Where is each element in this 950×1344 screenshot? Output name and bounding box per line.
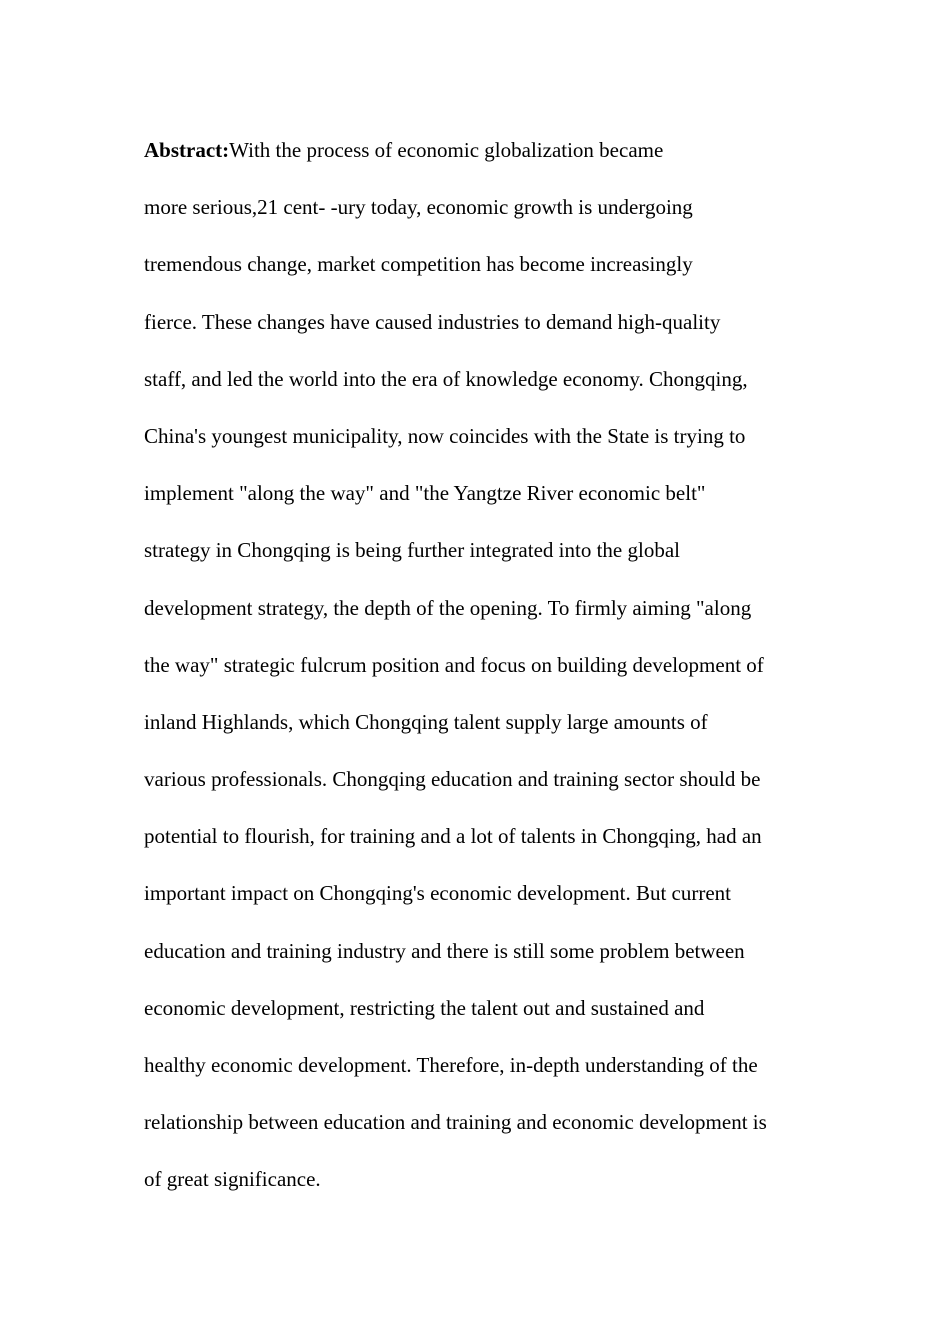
abstract-line-18: relationship between education and training and economic development is xyxy=(144,1110,767,1135)
abstract-line-3: tremendous change, market competition has become increasingly xyxy=(144,252,693,277)
abstract-line-9: development strategy, the depth of the opening. To firmly aiming "along xyxy=(144,595,752,620)
abstract-line-5: staff, and led the world into the era of knowledge economy. Chongqing, xyxy=(144,366,748,391)
abstract-label: Abstract: xyxy=(144,138,230,162)
abstract-line-19: of great significance. xyxy=(144,1167,321,1192)
abstract-line-8: strategy in Chongqing is being further integrated into the global xyxy=(144,538,680,563)
abstract-line-1 xyxy=(144,132,844,189)
abstract-line-7: implement "along the way" and "the Yangtze River economic belt" xyxy=(144,481,706,506)
abstract-line-11: inland Highlands, which Chongqing talent supply large amounts of xyxy=(144,709,708,734)
abstract-line-15: education and training industry and there is still some problem between xyxy=(144,938,745,963)
abstract-line-4: fierce. These changes have caused industries to demand high-quality xyxy=(144,309,721,334)
abstract-line-2: more serious,21 cent- -ury today, economic growth is undergoing xyxy=(144,195,693,220)
abstract-line-13: potential to flourish, for training and a lot of talents in Chongqing, had an xyxy=(144,824,762,849)
abstract-line-16: economic development, restricting the talent out and sustained and xyxy=(144,995,705,1020)
abstract-line-12: various professionals. Chongqing education and training sector should be xyxy=(144,767,761,792)
abstract-line-17: healthy economic development. Therefore, in-depth understanding of the xyxy=(144,1053,758,1077)
abstract-line-14: important impact on Chongqing's economic development. But current xyxy=(144,881,731,906)
abstract-line-10: the way" strategic fulcrum position and focus on building development of xyxy=(144,652,764,677)
abstract-paragraph xyxy=(144,132,844,1219)
abstract-line-text: With the process of economic globalization became xyxy=(229,138,664,162)
abstract-line-6: China's youngest municipality, now coincides with the State is trying to xyxy=(144,423,746,448)
